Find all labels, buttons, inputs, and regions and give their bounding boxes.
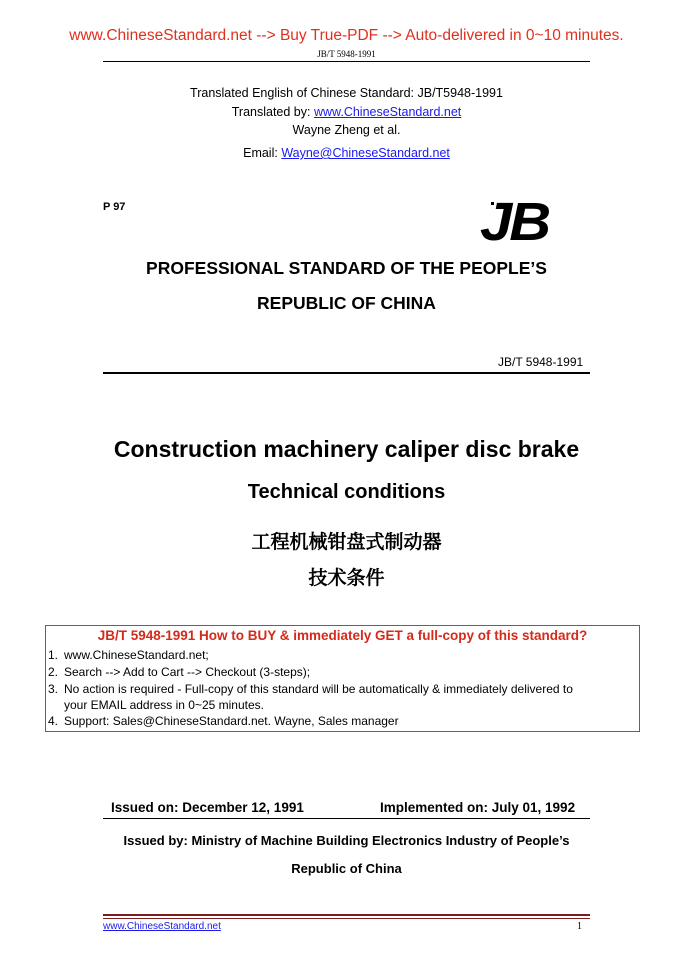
jb-logo: JB xyxy=(480,192,549,253)
email-link[interactable]: Wayne@ChineseStandard.net xyxy=(281,146,450,160)
step-number: 1. xyxy=(48,648,59,662)
step-text: your EMAIL address in 0~25 minutes. xyxy=(64,698,264,712)
translated-by-link[interactable]: www.ChineseStandard.net xyxy=(313,105,462,119)
page-number: 1 xyxy=(577,921,582,932)
step-text: Support: Sales@ChineseStandard.net. Wayne, Sales manager xyxy=(64,714,399,728)
purchase-step xyxy=(48,648,209,662)
step-text[interactable]: www.ChineseStandard.net; xyxy=(64,648,209,662)
purchase-step-continuation xyxy=(48,698,264,712)
translated-by-line xyxy=(0,105,693,119)
translator-name: Wayne Zheng et al. xyxy=(292,123,401,137)
header-rule xyxy=(103,61,590,62)
document-title-chinese: 工程机械钳盘式制动器 xyxy=(251,531,442,553)
purchase-info-box xyxy=(45,625,640,732)
step-text: Search --> Add to Cart --> Checkout (3-steps); xyxy=(64,665,311,679)
step-text: No action is required - Full-copy of this standard will be automatically & immediately delivered to xyxy=(64,682,573,696)
translation-note: Translated English of Chinese Standard: JB/T5948-1991 xyxy=(190,86,503,100)
step-number: 2. xyxy=(48,665,59,679)
footer-rule-thick xyxy=(103,914,590,916)
document-subtitle-chinese: 技术条件 xyxy=(308,567,385,589)
running-header-code: JB/T 5948-1991 xyxy=(317,49,376,59)
purchase-step xyxy=(48,665,310,679)
standard-title-line1: PROFESSIONAL STANDARD OF THE PEOPLE’S xyxy=(146,258,547,278)
dates-rule xyxy=(103,818,590,819)
issued-on-date: Issued on: December 12, 1991 xyxy=(111,800,304,815)
step-number: 3. xyxy=(48,682,59,696)
standard-code: JB/T 5948-1991 xyxy=(498,355,584,369)
standard-title-line2: REPUBLIC OF CHINA xyxy=(257,293,436,313)
document-subtitle: Technical conditions xyxy=(247,481,446,503)
purchase-step xyxy=(48,714,399,728)
issuer-line1: Issued by: Ministry of Machine Building Electronics Industry of People’s xyxy=(123,833,570,848)
translated-by-label: Translated by: xyxy=(231,105,314,119)
purchase-banner[interactable]: www.ChineseStandard.net --> Buy True-PDF --> Auto-delivered in 0~10 minutes. xyxy=(69,27,624,44)
title-rule xyxy=(103,372,590,374)
document-title: Construction machinery caliper disc brake xyxy=(113,436,580,462)
issuer-line2: Republic of China xyxy=(291,861,402,876)
page-reference: P 97 xyxy=(103,201,126,213)
step-number: 4. xyxy=(48,714,59,728)
footer-website-link[interactable]: www.ChineseStandard.net xyxy=(103,921,221,932)
email-line xyxy=(0,146,693,160)
purchase-step xyxy=(48,682,573,696)
footer-rule-thin xyxy=(103,918,590,919)
email-label: Email: xyxy=(243,146,282,160)
implemented-on-date: Implemented on: July 01, 1992 xyxy=(380,800,576,815)
purchase-heading: JB/T 5948-1991 How to BUY & immediately GET a full-copy of this standard? xyxy=(97,628,588,643)
